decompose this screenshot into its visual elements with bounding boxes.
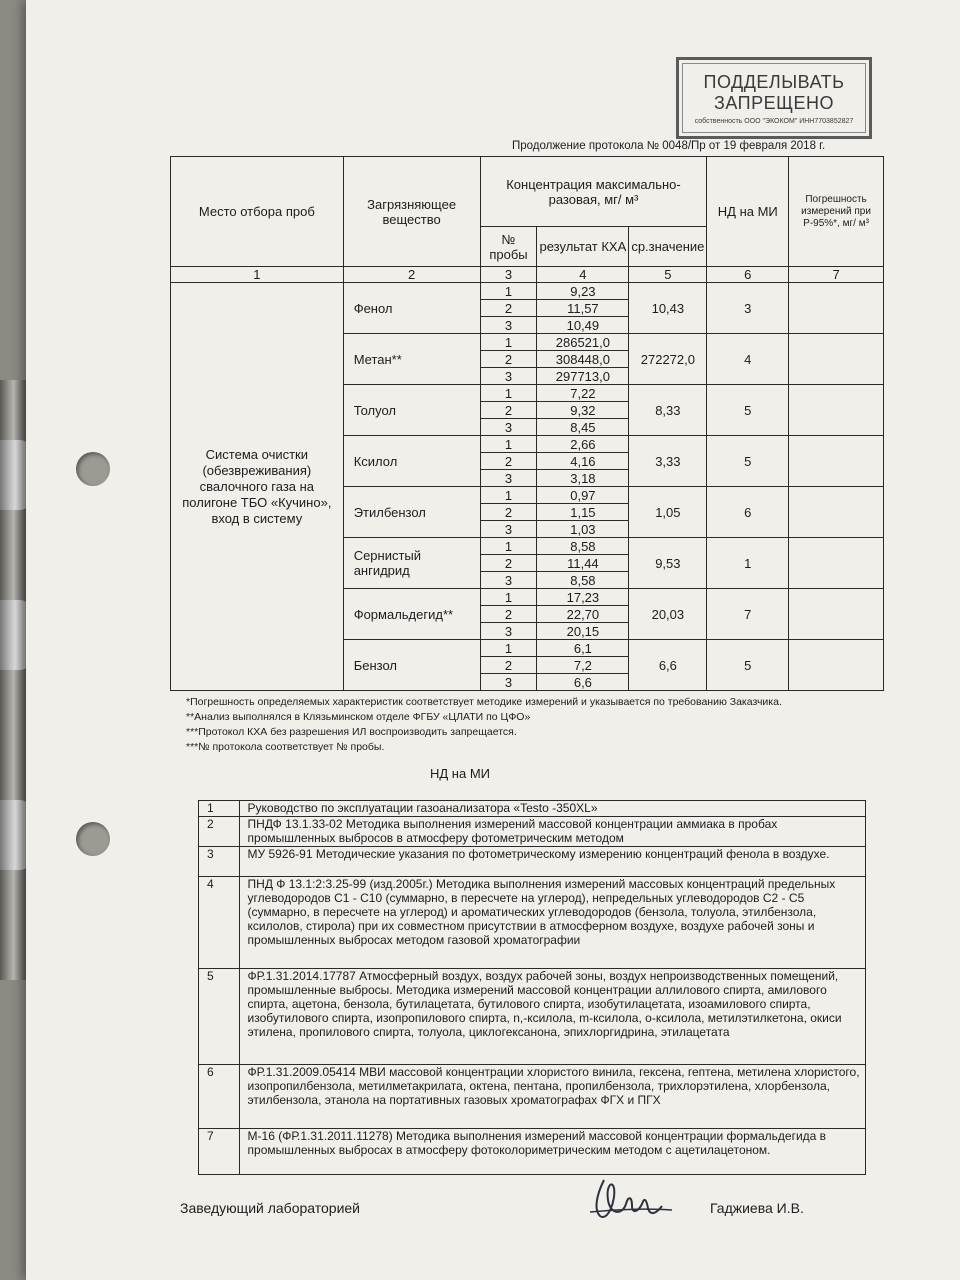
nd-number: 3 bbox=[199, 847, 240, 877]
error-value bbox=[789, 538, 884, 589]
header-avg: ср.значение bbox=[629, 227, 707, 267]
result-value: 297713,0 bbox=[537, 368, 629, 385]
nd-ref: 5 bbox=[707, 385, 789, 436]
col-number: 4 bbox=[537, 267, 629, 283]
substance-name: Формальдегид** bbox=[343, 589, 480, 640]
error-value bbox=[789, 283, 884, 334]
sample-no: 3 bbox=[480, 317, 537, 334]
nd-list-title: НД на МИ bbox=[430, 766, 490, 781]
result-value: 8,58 bbox=[537, 538, 629, 555]
sample-no: 3 bbox=[480, 368, 537, 385]
avg-value: 3,33 bbox=[629, 436, 707, 487]
nd-text: ФР.1.31.2009.05414 МВИ массовой концентрации хлористого винила, гексена, гептена, метилена хлористого, изопропилбензола, метилметакрилата, октена, пентана, пропилбензола, трихлорэтилена, хлорбензола, этилбензола, этанола на портативных газовых хроматографах ФГХ и ПГХ bbox=[239, 1065, 865, 1129]
error-value bbox=[789, 334, 884, 385]
avg-value: 8,33 bbox=[629, 385, 707, 436]
result-value: 10,49 bbox=[537, 317, 629, 334]
nd-number: 2 bbox=[199, 817, 240, 847]
col-number: 2 bbox=[343, 267, 480, 283]
sample-no: 1 bbox=[480, 640, 537, 657]
result-value: 3,18 bbox=[537, 470, 629, 487]
sample-no: 1 bbox=[480, 334, 537, 351]
nd-text: ФР.1.31.2014.17787 Атмосферный воздух, воздух рабочей зоны, воздух непроизводственных помещений, промышленные выбросы. Методика измерений массовой концентрации аллилового спирта, амилового спирта, ацетона, бензола, бутилацетата, бутилового спирта, изобутилацетата, изоамилового спирта, изобутилового спирта, изопропилового спирта, n,-ксилола, m-ксилола, о-ксилола, метилэтилкетона, окиси этилена, пропилового спирта, толуола, циклогексанона, эпихлоргидрина, этилацетата bbox=[239, 969, 865, 1065]
substance-name: Этилбензол bbox=[343, 487, 480, 538]
substance-name: Фенол bbox=[343, 283, 480, 334]
col-number: 7 bbox=[789, 267, 884, 283]
result-value: 8,58 bbox=[537, 572, 629, 589]
sample-no: 3 bbox=[480, 419, 537, 436]
col-number: 3 bbox=[480, 267, 537, 283]
header-result: результат КХА bbox=[537, 227, 629, 267]
stamp-line-3: собственность ООО "ЭКОКОМ" ИНН7703852827 bbox=[694, 118, 854, 125]
signatory-role: Заведующий лабораторией bbox=[180, 1200, 360, 1216]
avg-value: 10,43 bbox=[629, 283, 707, 334]
result-value: 22,70 bbox=[537, 606, 629, 623]
result-value: 7,2 bbox=[537, 657, 629, 674]
nd-ref: 4 bbox=[707, 334, 789, 385]
result-value: 6,1 bbox=[537, 640, 629, 657]
handwritten-signature bbox=[586, 1170, 676, 1230]
error-value bbox=[789, 589, 884, 640]
sample-no: 3 bbox=[480, 623, 537, 640]
protocol-continuation: Продолжение протокола № 0048/Пр от 19 февраля 2018 г. bbox=[512, 140, 826, 152]
forgery-stamp bbox=[676, 57, 872, 139]
header-substance: Загрязняющее вещество bbox=[343, 157, 480, 267]
nd-number: 6 bbox=[199, 1065, 240, 1129]
nd-ref: 7 bbox=[707, 589, 789, 640]
nd-ref: 3 bbox=[707, 283, 789, 334]
sample-no: 1 bbox=[480, 385, 537, 402]
sample-no: 3 bbox=[480, 674, 537, 691]
substance-name: Метан** bbox=[343, 334, 480, 385]
nd-text: ПНДФ 13.1.33-02 Методика выполнения измерений массовой концентрации аммиака в пробах промышленных выбросов в атмосферу фотометрическим методом bbox=[239, 817, 865, 847]
result-value: 9,32 bbox=[537, 402, 629, 419]
nd-ref: 1 bbox=[707, 538, 789, 589]
nd-number: 5 bbox=[199, 969, 240, 1065]
sample-no: 2 bbox=[480, 300, 537, 317]
result-value: 11,44 bbox=[537, 555, 629, 572]
col-number: 6 bbox=[707, 267, 789, 283]
nd-ref: 5 bbox=[707, 640, 789, 691]
error-value bbox=[789, 436, 884, 487]
nd-number: 1 bbox=[199, 801, 240, 817]
sample-no: 2 bbox=[480, 351, 537, 368]
col-number: 1 bbox=[171, 267, 344, 283]
avg-value: 1,05 bbox=[629, 487, 707, 538]
stamp-line-1: ПОДДЕЛЫВАТЬ bbox=[703, 72, 845, 92]
header-nd: НД на МИ bbox=[707, 157, 789, 267]
footnote: **Анализ выполнялся в Клязьминском отделе ФГБУ «ЦЛАТИ по ЦФО» bbox=[186, 711, 531, 723]
sample-no: 2 bbox=[480, 402, 537, 419]
result-value: 286521,0 bbox=[537, 334, 629, 351]
header-sample-no: № пробы bbox=[480, 227, 537, 267]
footnote: ***Протокол КХА без разрешения ИЛ воспроизводить запрещается. bbox=[186, 726, 517, 738]
substance-name: Сернистый ангидрид bbox=[343, 538, 480, 589]
punch-hole bbox=[76, 452, 110, 486]
sample-no: 3 bbox=[480, 521, 537, 538]
header-error: Погрешность измерений при Р-95%*, мг/ м³ bbox=[789, 157, 884, 267]
sample-no: 1 bbox=[480, 283, 537, 300]
sample-no: 2 bbox=[480, 555, 537, 572]
result-value: 0,97 bbox=[537, 487, 629, 504]
nd-ref: 5 bbox=[707, 436, 789, 487]
nd-text: МУ 5926-91 Методические указания по фотометрическому измерению концентраций фенола в воздухе. bbox=[239, 847, 865, 877]
avg-value: 6,6 bbox=[629, 640, 707, 691]
sample-no: 2 bbox=[480, 606, 537, 623]
result-value: 17,23 bbox=[537, 589, 629, 606]
sample-no: 2 bbox=[480, 453, 537, 470]
footnote: ***№ протокола соответствует № пробы. bbox=[186, 741, 385, 753]
signatory-name: Гаджиева И.В. bbox=[710, 1200, 804, 1216]
col-number: 5 bbox=[629, 267, 707, 283]
nd-text: М-16 (ФР.1.31.2011.11278) Методика выполнения измерений массовой концентрации формальдегида в промышленных выбросах в атмосферу фотоколориметрическим методом с ацетилацетоном. bbox=[239, 1129, 865, 1175]
avg-value: 272272,0 bbox=[629, 334, 707, 385]
footnotes bbox=[186, 695, 806, 755]
nd-number: 7 bbox=[199, 1129, 240, 1175]
substance-name: Ксилол bbox=[343, 436, 480, 487]
nd-text: Руководство по эксплуатации газоанализатора «Testo -350XL» bbox=[239, 801, 865, 817]
result-value: 7,22 bbox=[537, 385, 629, 402]
result-value: 1,15 bbox=[537, 504, 629, 521]
error-value bbox=[789, 487, 884, 538]
result-value: 9,23 bbox=[537, 283, 629, 300]
footnote: *Погрешность определяемых характеристик соответствует методике измерений и указывается по требованию Заказчика. bbox=[186, 696, 782, 708]
sample-no: 2 bbox=[480, 657, 537, 674]
result-value: 1,03 bbox=[537, 521, 629, 538]
substance-name: Толуол bbox=[343, 385, 480, 436]
sample-no: 3 bbox=[480, 470, 537, 487]
nd-number: 4 bbox=[199, 877, 240, 969]
error-value bbox=[789, 385, 884, 436]
stamp-line-2: ЗАПРЕЩЕНО bbox=[713, 93, 834, 113]
sample-no: 2 bbox=[480, 504, 537, 521]
sample-no: 1 bbox=[480, 487, 537, 504]
punch-hole bbox=[76, 822, 110, 856]
sample-no: 3 bbox=[480, 572, 537, 589]
header-concentration: Концентрация максимально-разовая, мг/ м³ bbox=[480, 157, 707, 227]
results-table bbox=[170, 156, 884, 691]
result-value: 308448,0 bbox=[537, 351, 629, 368]
result-value: 4,16 bbox=[537, 453, 629, 470]
sample-no: 1 bbox=[480, 538, 537, 555]
sample-no: 1 bbox=[480, 436, 537, 453]
result-value: 8,45 bbox=[537, 419, 629, 436]
result-value: 6,6 bbox=[537, 674, 629, 691]
result-value: 20,15 bbox=[537, 623, 629, 640]
result-value: 11,57 bbox=[537, 300, 629, 317]
nd-text: ПНД Ф 13.1:2:3.25-99 (изд.2005г.) Методика выполнения измерений массовых концентраций предельных углеводородов С1 - С10 (суммарно, в пересчете на углерод), непредельных углеводородов С2 - С5 (суммарно, в пересчете на углерод) и ароматических углеводородов (бензола, толуола, этилбензола, ксилолов, стирола) при их совместном присутствии в атмосферном воздухе, воздухе рабочей зоны и промышленных выбросах методом газовой хроматографии bbox=[239, 877, 865, 969]
avg-value: 20,03 bbox=[629, 589, 707, 640]
sample-no: 1 bbox=[480, 589, 537, 606]
error-value bbox=[789, 640, 884, 691]
nd-ref: 6 bbox=[707, 487, 789, 538]
result-value: 2,66 bbox=[537, 436, 629, 453]
nd-methods-table bbox=[198, 800, 866, 1175]
sampling-place: Система очистки (обезвреживания) свалочного газа на полигоне ТБО «Кучино», вход в систему bbox=[171, 283, 344, 691]
avg-value: 9,53 bbox=[629, 538, 707, 589]
substance-name: Бензол bbox=[343, 640, 480, 691]
header-place: Место отбора проб bbox=[171, 157, 344, 267]
